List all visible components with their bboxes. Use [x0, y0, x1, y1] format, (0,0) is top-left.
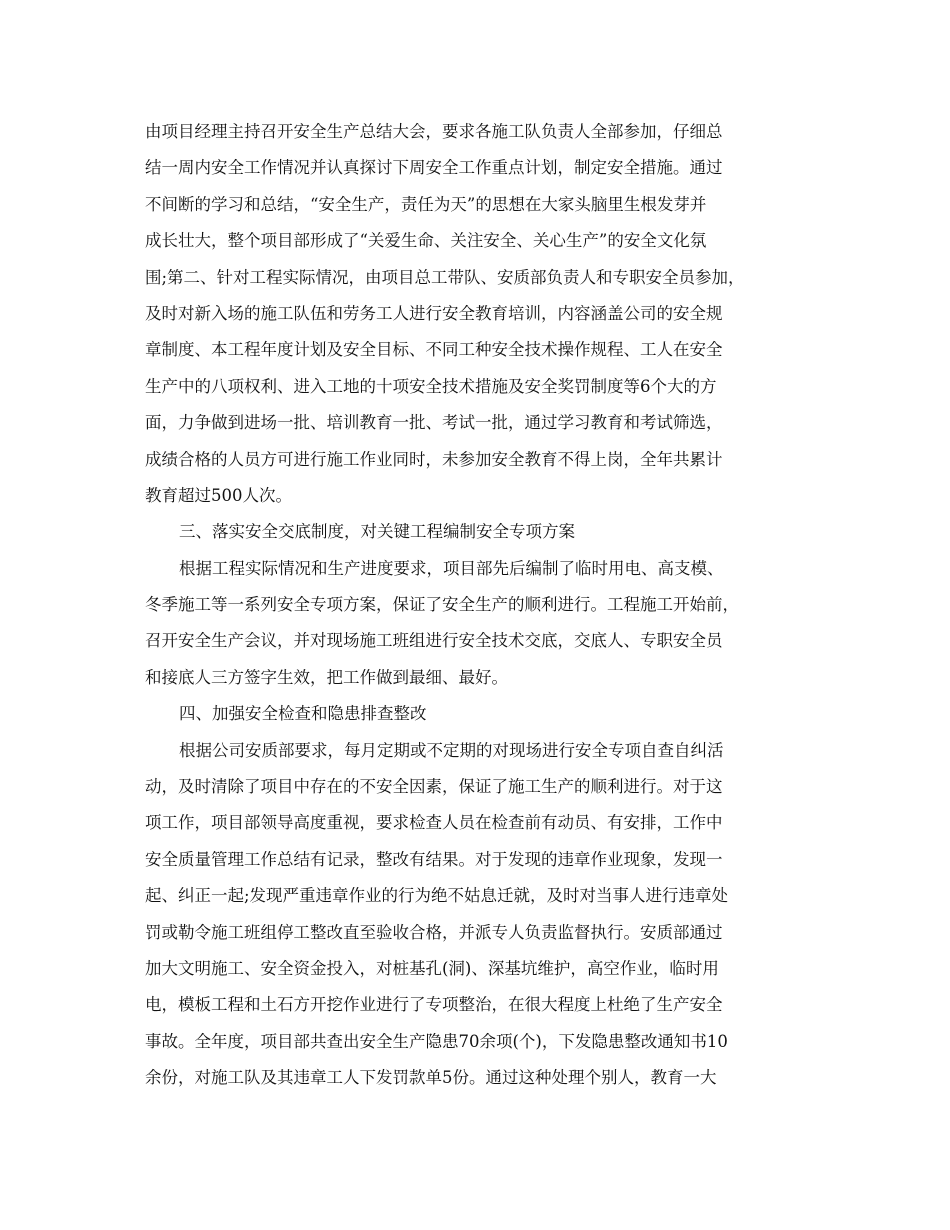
- document-body: [145, 114, 825, 1097]
- text-line: 动，及时清除了项目中存在的不安全因素，保证了施工生产的顺利进行。对于这: [145, 777, 723, 797]
- text-line: 不间断的学习和总结，“安全生产，责任为天”的思想在大家头脑里生根发芽并: [145, 194, 707, 214]
- text-line: 围;第二、针对工程实际情况，由项目总工带队、安质部负责人和专职安全员参加，: [145, 267, 745, 287]
- text-line: 召开安全生产会议，并对现场施工班组进行安全技术交底，交底人、专职安全员: [145, 631, 723, 651]
- text-line: 加大文明施工、安全资金投入，对桩基孔(洞)、深基坑维护，高空作业，临时用: [145, 958, 719, 978]
- text-line: 章制度、本工程年度计划及安全目标、不同工种安全技术操作规程、工人在安全: [145, 340, 723, 360]
- paragraph-first-line: 三、落实安全交底制度，对关键工程编制安全专项方案: [179, 522, 575, 542]
- text-line: 成绩合格的人员方可进行施工作业同时，未参加安全教育不得上岗，全年共累计: [145, 449, 723, 469]
- text-line: 及时对新入场的施工队伍和劳务工人进行安全教育培训，内容涵盖公司的安全规: [145, 303, 723, 323]
- paragraph-first-line: 根据公司安质部要求，每月定期或不定期的对现场进行安全专项自查自纠活: [179, 740, 724, 760]
- text-line: 生产中的八项权利、进入工地的十项安全技术措施及安全奖罚制度等6个大的方: [145, 376, 717, 396]
- text-line: 冬季施工等一系列安全专项方案，保证了安全生产的顺利进行。工程施工开始前，: [145, 595, 739, 615]
- text-line: 结一周内安全工作情况并认真探讨下周安全工作重点计划，制定安全措施。通过: [145, 158, 723, 178]
- text-line: 面，力争做到进场一批、培训教育一批、考试一批，通过学习教育和考试筛选，: [145, 413, 723, 433]
- text-line: 罚或勒令施工班组停工整改直至验收合格，并派专人负责监督执行。安质部通过: [145, 922, 723, 942]
- text-line: 电，模板工程和土石方开挖作业进行了专项整治，在很大程度上杜绝了生产安全: [145, 995, 723, 1015]
- text-line: 项工作，项目部领导高度重视，要求检查人员在检查前有动员、有安排，工作中: [145, 813, 723, 833]
- text-line: 教育超过500人次。: [145, 485, 292, 505]
- text-line: 由项目经理主持召开安全生产总结大会，要求各施工队负责人全部参加，仔细总: [145, 122, 723, 141]
- paragraph-first-line: 四、加强安全检查和隐患排查整改: [179, 704, 427, 724]
- text-line: 事故。全年度，项目部共查出安全生产隐患70余项(个)，下发隐患整改通知书10: [145, 1031, 728, 1051]
- text-line: 和接底人三方签字生效，把工作做到最细、最好。: [145, 667, 508, 687]
- text-line: 安全质量管理工作总结有记录，整改有结果。对于发现的违章作业现象，发现一: [145, 849, 723, 869]
- text-line: 余份，对施工队及其违章工人下发罚款单5份。通过这种处理个别人，教育一大: [145, 1068, 717, 1088]
- paragraph-first-line: 根据工程实际情况和生产进度要求，项目部先后编制了临时用电、高支模、: [179, 558, 724, 578]
- text-line: 起、纠正一起;发现严重违章作业的行为绝不姑息迁就，及时对当事人进行违章处: [145, 886, 729, 906]
- text-line: 成长壮大，整个项目部形成了“关爱生命、关注安全、关心生产”的安全文化氛: [145, 231, 707, 251]
